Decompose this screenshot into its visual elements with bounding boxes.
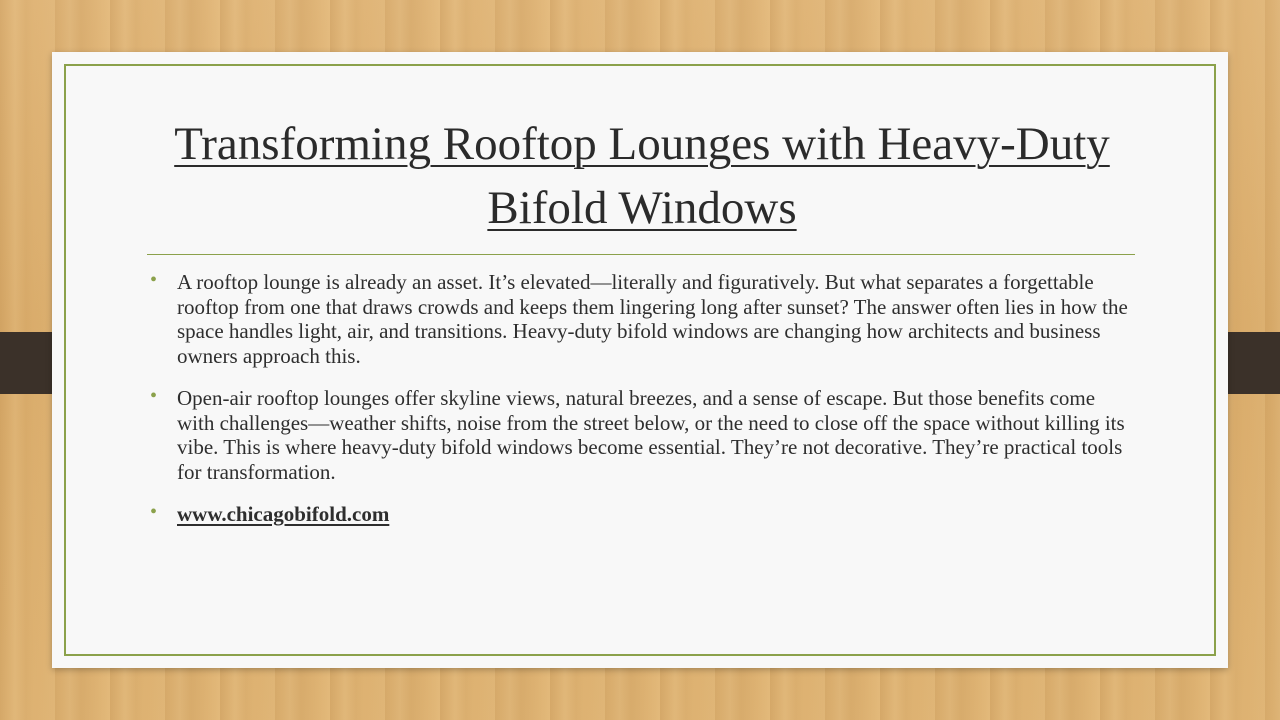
bullet-text: Open-air rooftop lounges offer skyline views, natural breezes, and a sense of escape. But those benefits come with challenges—weather shifts, noise from the street below, or the need to close off the space without killing its vibe. This is where heavy-duty bifold windows become essential. They’re not decorative. They’re practical tools for transformation. bbox=[177, 386, 1125, 484]
title-divider bbox=[147, 254, 1135, 255]
bullet-item-link bbox=[145, 502, 1135, 527]
bullet-text: A rooftop lounge is already an asset. It’s elevated—literally and figuratively. But what separates a forgettable rooftop from one that draws crowds and keeps them lingering long after sunset? The answer often lies in how the space handles light, air, and transitions. Heavy-duty bifold windows are changing how architects and business owners approach this. bbox=[177, 270, 1128, 368]
website-link[interactable]: www.chicagobifold.com bbox=[177, 502, 390, 526]
bullet-item bbox=[145, 270, 1135, 368]
bullet-dot-icon: • bbox=[150, 385, 158, 407]
slide-title: Transforming Rooftop Lounges with Heavy-Duty Bifold Windows bbox=[174, 118, 1110, 234]
bullet-item bbox=[145, 386, 1135, 484]
slide-card bbox=[52, 52, 1228, 668]
bullet-dot-icon: • bbox=[150, 501, 158, 523]
bullet-dot-icon: • bbox=[150, 269, 158, 291]
bullet-list bbox=[145, 270, 1135, 545]
